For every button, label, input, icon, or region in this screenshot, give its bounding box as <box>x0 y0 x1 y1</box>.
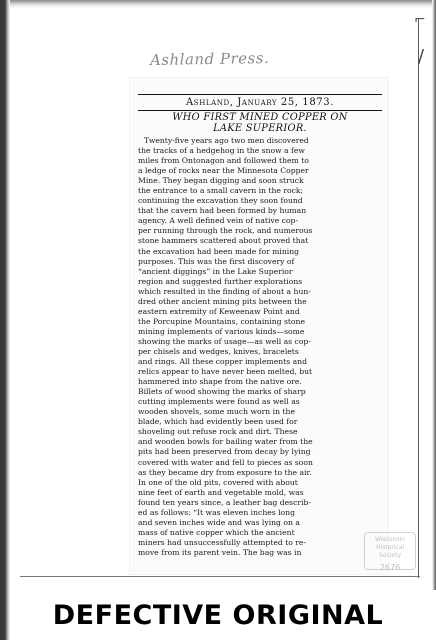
article-line: In one of the old pits, covered with about <box>138 477 298 487</box>
article-line: Twenty-five years ago two men discovered <box>144 136 309 145</box>
article-line: miners had unsuccessfully attempted to re- <box>138 537 307 547</box>
article-line: and wooden bowls for bailing water from the <box>138 437 313 447</box>
article-line: wooden shovels, some much worn in the <box>138 407 295 417</box>
article-line: relics appear to have never been melted, but <box>138 367 313 377</box>
article-line: and rings. All these copper implements and <box>138 357 307 367</box>
article-line: region and suggested further explorations <box>138 276 303 286</box>
handwritten-source-note: Ashland Press. <box>149 48 270 70</box>
scan-right-shadow <box>432 0 436 590</box>
article-line: and seven inches wide and was lying on a <box>138 517 300 527</box>
article-line: covered with water and fell to pieces as soon <box>138 457 313 467</box>
article-line: which resulted in the finding of about a hun- <box>138 286 311 296</box>
headline-line-1: WHO FIRST MINED COPPER ON <box>172 112 348 123</box>
article-line: purposes. This was the first discovery of <box>138 256 295 266</box>
stamp-line-1: Wisconsin <box>375 536 405 543</box>
headline-line-2: LAKE SUPERIOR. <box>213 123 307 134</box>
article-line: the Porcupine Mountains, containing stone <box>138 316 305 326</box>
mount-line-bottom <box>20 576 420 577</box>
article-line: per chisels and wedges, knives, bracelets <box>138 346 299 356</box>
article-line: the excavation had been made for mining <box>138 246 300 256</box>
article-line: Mine. They began digging and soon struck <box>138 176 304 186</box>
article-line: ed as follows: “It was eleven inches long <box>138 507 295 517</box>
article-line: blade, which had evidently been used for <box>138 417 298 427</box>
article-line: the tracks of a hedgehog in the snow a few <box>138 146 305 156</box>
scan-top-shadow <box>10 0 436 8</box>
article-line: showing the marks of usage—as well as cop- <box>138 336 311 346</box>
article-line: shoveling out refuse rock and dirt. These <box>138 427 298 437</box>
article-line: the entrance to a small cavern in the rock; <box>138 186 304 196</box>
article-line: mass of native copper which the ancient <box>138 527 295 537</box>
article-line: per running through the rock, and numerous <box>138 226 313 236</box>
article-line: Billets of wood showing the marks of sharp <box>138 387 306 397</box>
article-line: continuing the excavation they soon found <box>138 196 303 206</box>
article-line: stone hammers scattered about proved that <box>138 236 309 246</box>
defective-original-label: DEFECTIVE ORIGINAL <box>52 600 384 631</box>
library-stamp <box>364 532 416 570</box>
article-body <box>138 136 384 558</box>
article-line: agency. A well defined vein of native cop- <box>138 216 299 226</box>
article-line: found ten years since, a leather bag describ- <box>138 497 311 507</box>
article-line: a ledge of rocks near the Minnesota Copper <box>138 166 309 176</box>
article-line: that the cavern had been formed by human <box>138 206 307 216</box>
article-line: pits had been preserved from decay by lying <box>138 447 311 457</box>
article-line: “ancient diggings” in the Lake Superior <box>138 266 293 276</box>
corner-mark: ⌐ <box>414 12 426 28</box>
article-line: nine feet of earth and vegetable mold, was <box>138 487 304 497</box>
article-line: mining implements of various kinds—some <box>138 326 305 336</box>
article-line: cutting implements were found as well as <box>138 397 300 407</box>
article-line: hammered into shape from the native ore. <box>138 377 302 387</box>
dateline-bottom-rule <box>138 110 382 111</box>
scan-left-shadow <box>0 0 10 640</box>
mount-line-right <box>418 18 419 578</box>
article-line: dred other ancient mining pits between the <box>138 296 307 306</box>
dateline: Ashland, January 25, 1873. <box>185 97 334 108</box>
headline <box>138 112 382 134</box>
stamp-number: 2676 <box>379 563 401 572</box>
article-line: eastern extremity of Keweenaw Point and <box>138 306 300 316</box>
dateline-top-rule <box>138 94 382 95</box>
stamp-line-2: Historical Society <box>375 544 405 559</box>
article-line: as they became dry from exposure to the air. <box>138 467 312 477</box>
article-line: move from its parent vein. The bag was in <box>138 547 302 557</box>
side-tick-mark: / <box>418 46 425 67</box>
article-line: miles from Ontonagon and followed them to <box>138 156 309 166</box>
